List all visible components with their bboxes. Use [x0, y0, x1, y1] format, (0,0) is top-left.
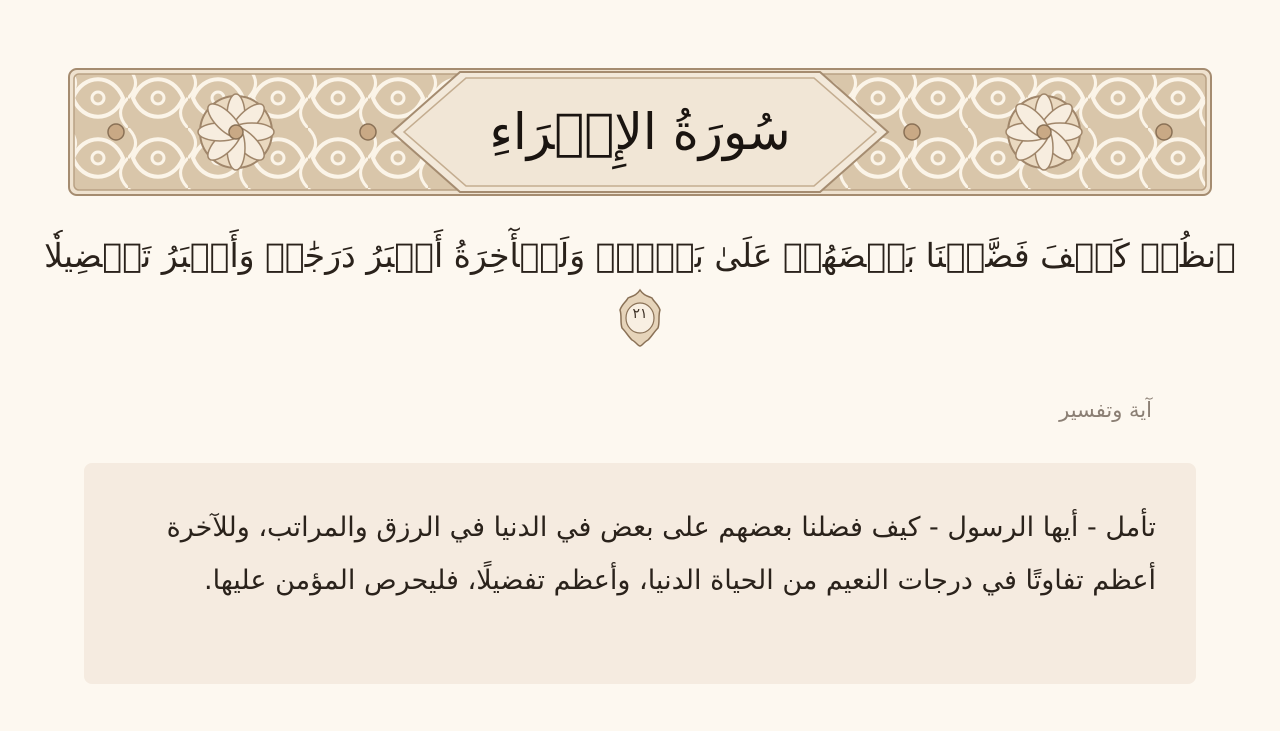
- verse-text: ٱنظُرۡ كَيۡفَ فَضَّلۡنَا بَعۡضَهُمۡ عَلَىٰ بَعۡضٖۚ وَلَلۡأٓخِرَةُ أَكۡبَرُ دَرَجَٰتٖ وَأَكۡبَرُ تَفۡضِيلٗا: [44, 236, 1236, 275]
- verse-block: [40, 216, 1240, 356]
- section-label: آية وتفسير: [1059, 398, 1152, 422]
- verse-number: ٢١: [632, 306, 648, 322]
- verse-number-marker: [618, 288, 662, 348]
- tafsir-text: تأمل - أيها الرسول - كيف فضلنا بعضهم على بعض في الدنيا في الرزق والمراتب، وللآخرة أعظم تفاوتًا في درجات النعيم من الحياة الدنيا، وأعظم تفضيلًا، فليحرص المؤمن عليها.: [166, 512, 1156, 596]
- surah-title: سُورَةُ الإِسۡرَاءِ: [489, 103, 791, 161]
- tafsir-card: [84, 463, 1196, 684]
